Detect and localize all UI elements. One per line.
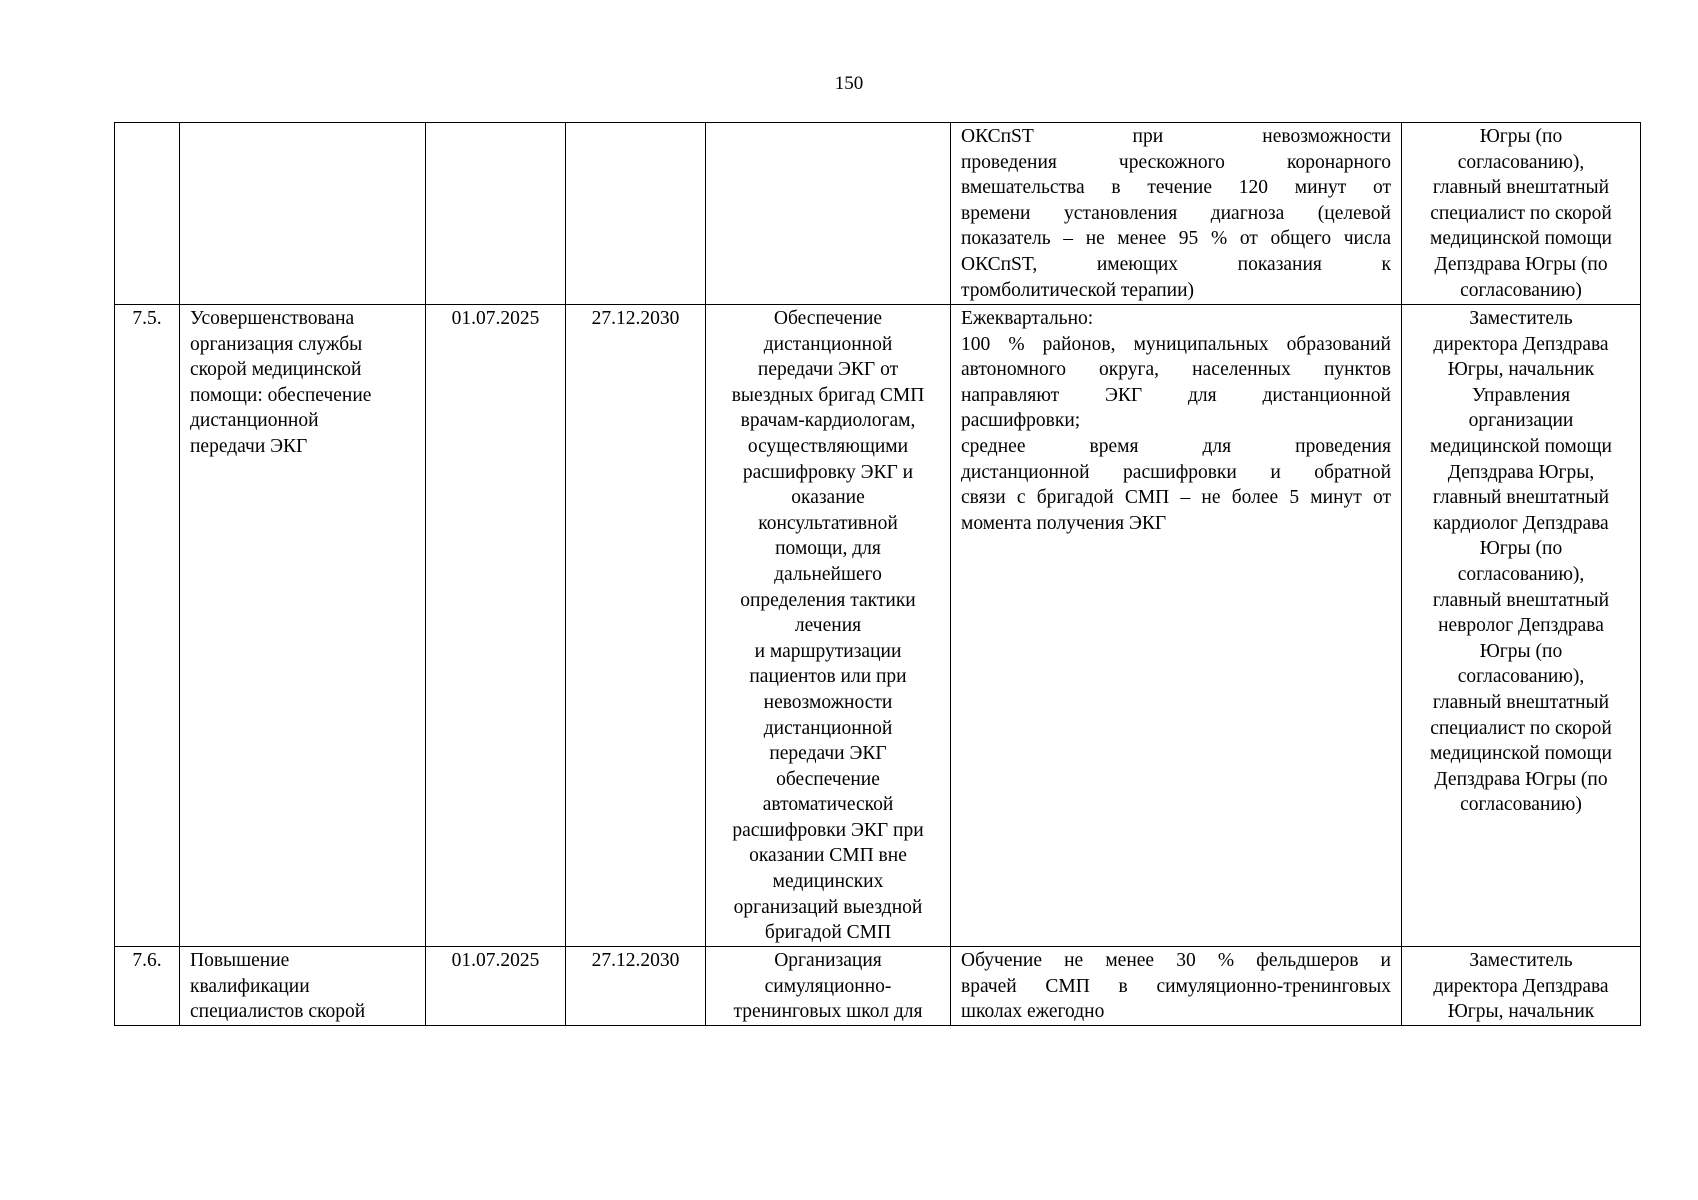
responsible-cell [1402,123,1641,305]
cell-text-line: тренинговых школ для [733,1001,923,1023]
cell-text-line: проведения чрескожного коронарного [961,151,1391,173]
cell-text-line: врачей СМП в симуляционно-тренинговых [961,975,1391,997]
item-number-cell [115,123,180,305]
cell-text-line: главный внештатный [1432,487,1610,509]
cell-text-line: школах ежегодно [961,1001,1105,1023]
cell-text-line: специалист по скорой [1430,717,1612,739]
cell-text-line: автономного округа, населенных пунктов [961,359,1391,381]
cell-text-line: расшифровку ЭКГ и [742,461,914,483]
responsible-cell [1402,947,1641,1026]
cell-text-line: среднее время для проведения [961,435,1391,457]
cell-text-line: лечения [794,615,862,637]
cell-text-line: Повышение [190,950,290,971]
cell-text-line: консультативной [758,512,898,534]
cell-text-line: времени установления диагноза (целевой [961,202,1391,224]
result-cell [706,947,951,1026]
cell-text-line: согласованию), [1457,151,1585,173]
cell-text-line: помощи, для [775,538,881,560]
cell-text-line: ОКСпST, имеющих показания к [961,253,1391,275]
cell-text-line: директора Депздрава [1433,975,1609,997]
start-date-cell: 01.07.2025 [426,947,566,1026]
cell-text-line: вмешательства в течение 120 минут от [961,177,1391,199]
cell-text-line: направляют ЭКГ для дистанционной [961,384,1391,406]
cell-text-line: согласованию), [1457,563,1585,585]
cell-text-line: медицинских [772,871,884,893]
cell-text-line: связи с бригадой СМП – не более 5 минут от [961,487,1391,509]
indicator-cell [951,947,1402,1026]
cell-text-line: пациентов или при [749,666,907,688]
cell-text-line: бригадой СМП [764,922,892,944]
item-number-cell: 7.5. [115,305,180,947]
cell-text-line: обеспечение [776,768,880,790]
start-date-cell: 01.07.2025 [426,305,566,947]
measures-table [114,122,1641,1026]
cell-text-line: Югры (по [1479,126,1563,147]
cell-text-line: выездных бригад СМП [731,384,925,406]
cell-text-line: дистанционной расшифровки и обратной [961,461,1391,483]
cell-text-line: Депздрава Югры (по [1434,768,1608,790]
cell-text-line: симуляционно- [764,975,892,997]
cell-text-line: согласованию) [1460,279,1582,301]
cell-text-line: дальнейшего [774,563,882,585]
responsible-cell [1402,305,1641,947]
table-row [115,947,1641,1026]
cell-text-line: передачи ЭКГ от [757,359,899,381]
cell-text-line: Усовершенствована [190,308,355,329]
cell-text-line: оказание [791,487,865,509]
cell-text-line: директора Депздрава [1433,333,1609,355]
cell-text-line: и маршрутизации [754,640,902,662]
cell-text-line: кардиолог Депздрава [1433,512,1609,534]
page-number: 150 [834,73,864,94]
cell-text-line: Обеспечение [773,308,883,329]
item-name-cell [180,305,426,947]
cell-text-line: расшифровки; [961,410,1081,432]
cell-text-line: специалист по скорой [1430,202,1612,224]
cell-text-line: Обучение не менее 30 % фельдшеров и [961,950,1391,971]
cell-text-line: медицинской помощи [1430,228,1612,250]
item-name-cell [180,123,426,305]
cell-text-line: дистанционной [763,717,893,739]
end-date-cell: 27.12.2030 [566,305,706,947]
cell-text-line: медицинской помощи [1430,743,1612,765]
cell-text-line: тромболитической терапии) [961,279,1195,301]
result-cell [706,305,951,947]
cell-text-line: Организация [774,950,882,971]
cell-text-line: организаций выездной [733,896,923,918]
cell-text-line: передачи ЭКГ [190,435,308,457]
cell-text-line: согласованию) [1460,794,1582,816]
cell-text-line: Депздрава Югры (по [1434,253,1608,275]
cell-text-line: организации [1468,410,1574,432]
table-row [115,123,1641,305]
cell-text-line: невролог Депздрава [1438,615,1604,637]
cell-text-line: главный внештатный [1432,691,1610,713]
cell-text-line: Югры (по [1479,538,1563,560]
start-date-cell [426,123,566,305]
cell-text-line: согласованию), [1457,666,1585,688]
cell-text-line: главный внештатный [1432,177,1610,199]
cell-text-line: дистанционной [763,333,893,355]
indicator-cell [951,123,1402,305]
cell-text-line: врачам-кардиологам, [740,410,916,432]
cell-text-line: показатель – не менее 95 % от общего числа [961,228,1391,250]
cell-text-line: осуществляющими [747,435,909,457]
item-number-cell: 7.6. [115,947,180,1026]
cell-text-line: оказании СМП вне [749,845,907,867]
cell-text-line: момента получения ЭКГ [961,512,1167,534]
end-date-cell: 27.12.2030 [566,947,706,1026]
cell-text-line: невозможности [763,691,893,713]
cell-text-line: Управления [1471,384,1571,406]
cell-text-line: Заместитель [1469,308,1573,329]
cell-text-line: Депздрава Югры, [1447,461,1595,483]
cell-text-line: главный внештатный [1432,589,1610,611]
cell-text-line: скорой медицинской [190,359,362,381]
cell-text-line: дистанционной [190,410,319,432]
cell-text-line: Ежеквартально: [961,308,1094,329]
cell-text-line: передачи ЭКГ [769,743,887,765]
cell-text-line: расшифровки ЭКГ при [732,819,924,841]
table-row [115,305,1641,947]
cell-text-line: 100 % районов, муниципальных образований [961,333,1391,355]
item-name-cell [180,947,426,1026]
cell-text-line: медицинской помощи [1430,435,1612,457]
cell-text-line: Югры, начальник [1447,1001,1595,1023]
indicator-cell [951,305,1402,947]
cell-text-line: квалификации [190,975,310,997]
cell-text-line: Заместитель [1469,950,1573,971]
end-date-cell [566,123,706,305]
cell-text-line: организация службы [190,333,363,355]
cell-text-line: Югры, начальник [1447,359,1595,381]
cell-text-line: ОКСпST при невозможности [961,126,1391,147]
cell-text-line: помощи: обеспечение [190,384,372,406]
result-cell [706,123,951,305]
cell-text-line: специалистов скорой [190,1001,366,1023]
cell-text-line: определения тактики [740,589,916,611]
cell-text-line: автоматической [762,794,894,816]
cell-text-line: Югры (по [1479,640,1563,662]
